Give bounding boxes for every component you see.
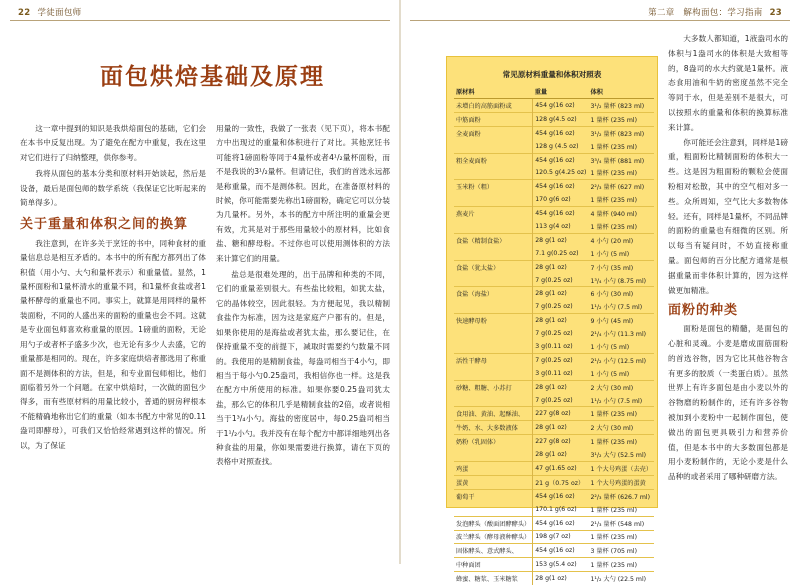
right-chapter-title: 第二章 解构面包：学习指南 (648, 8, 763, 18)
left-header-rule (10, 20, 390, 21)
table-cell-volume: 3¹/₂ 量杯 (823 ml) (588, 126, 654, 139)
table-row (454, 327, 654, 340)
table-cell-volume: 1 小勺 (5 ml) (590, 370, 630, 378)
table-cell-ingredient: 食盐（海盐） (454, 287, 533, 300)
table-cell-weight: 153 g(5.4 oz) (533, 558, 589, 572)
table-cell-ingredient: 中筋面粉 (454, 112, 533, 126)
table-cell-weight: 227 g(8 oz) (533, 407, 589, 421)
table-cell-weight: 454 g(16 oz) (533, 180, 589, 193)
table-cell-volume: 4 小勺 (20 ml) (588, 233, 654, 246)
table-cell-weight: 7.1 g(0.25 oz) (535, 249, 579, 257)
table-cell-ingredient: 蛋黄 (454, 475, 533, 489)
table-cell-volume: 6 小勺 (30 ml) (588, 287, 654, 300)
table-cell-volume: 1 量杯 (235 ml) (590, 506, 638, 514)
table-cell-ingredient: 食盐（犹太盐） (454, 260, 533, 273)
table-row (454, 572, 654, 585)
table-cell-ingredient: 牛奶、水、大多数液体 (454, 421, 533, 435)
table-cell-weight: 113 g(4 oz) (535, 222, 571, 230)
table-cell-weight: 454 g(16 oz) (533, 207, 589, 220)
table-cell-weight: 7 g(0.25 oz) (535, 330, 573, 338)
table-cell-ingredient: 食盐（精制食盐） (454, 233, 533, 246)
measure-table-paragraph: 用量的一致性，我做了一张表（见下页），将本书配方中出现过的重量和体积进行了对比。其他烹饪书可能将1磅面粉等同于4量杯或者4¹/₂量杯面粉，而不是我说的3¹/₂量杯。但请记住，我们的首选永远都是称重量，而不是测体积。因此，在准备原材料的时候，你可能需要先称出1磅面粉，确定它可以分装为几量杯。另外，本书的配方中所注明的重量会更有效，尤其是对于那些用量较小的原材料，比如食盐、糖和酵母粉。不过你也可以使用测体积的方法来计算它们的用量。 (216, 124, 390, 263)
table-row (454, 340, 654, 353)
table-cell-volume: 3¹/₂ 大勺 (52.5 ml) (590, 452, 647, 460)
conversion-table-box (446, 56, 658, 584)
table-cell-volume: 2 大勺 (30 ml) (588, 421, 654, 435)
table-cell-volume: 1 量杯 (235 ml) (588, 112, 654, 126)
table-cell-weight: 7 g(0.25 oz) (535, 396, 573, 404)
table-row (454, 220, 654, 233)
table-row (454, 503, 654, 516)
table-cell-volume: 1 小勺 (5 ml) (590, 343, 630, 351)
table-cell-volume: 1 量杯 (235 ml) (590, 197, 638, 205)
table-cell-weight: 454 g(16 oz) (533, 126, 589, 139)
table-cell-ingredient (454, 274, 533, 287)
table-row (454, 394, 654, 407)
table-cell-weight: 28 g(1 oz) (535, 451, 567, 459)
table-row (454, 544, 654, 558)
table-cell-weight: 170.1 g(6 oz) (535, 505, 577, 513)
table-row (454, 558, 654, 572)
table-cell-ingredient (454, 327, 533, 340)
table-cell-weight: 454 g(16 oz) (533, 153, 589, 166)
table-cell-ingredient (454, 220, 533, 233)
table-cell-weight: 454 g(16 oz) (535, 101, 575, 109)
section-heading-weight-volume: 关于重量和体积之间的换算 (20, 217, 189, 233)
table-row (454, 530, 654, 544)
table-cell-volume: 1³/₄ 小勺 (8.75 ml) (590, 277, 647, 285)
table-cell-weight: 170 g(6 oz) (535, 196, 571, 204)
table-cell-volume: 1 个大号鸡蛋（去壳） (588, 462, 654, 476)
table-row (454, 126, 654, 139)
table-cell-weight: 198 g(7 oz) (533, 530, 589, 544)
table-cell-ingredient: 中种面团 (454, 558, 533, 572)
salt-paragraph: 盐总是很难处理的，出于品牌和种类的不同，它们的重量差别很大。有些盐比较粗，如犹太盐，它的晶体较空，因此很轻。为方便起见，我以精制食盐作为标准，因为这是家庭产户都有的。但是，如果你使用的是海盐或者犹太盐，那么要记住，在保持重量不变的前提下，减取时需要约勺数量不同的。我使用的是精制食盐，每盎司相当于4小勺，即相当于每小勺0.25盎司，我相信你也一样。这是我在配方中所使用的标准。如果你要0.25盎司犹太盐，那么它的体积几乎是精制食盐的2倍，或者说相当于1³/₄小勺。海盐的密度居中，每0.25盎司相当于1¹/₂小勺。我并没有在每个配方中都详细地列出各种食盐的用量，你如果需要进行换算，请在下页的表格中对照查找。 (216, 270, 390, 467)
page-title: 面包烘焙基础及原理 (100, 64, 325, 90)
table-row (454, 435, 654, 448)
table-cell-volume: 2²/₃ 量杯 (626.7 ml) (588, 489, 654, 502)
table-cell-ingredient (454, 340, 533, 353)
right-header-rule (410, 20, 790, 21)
intro-paragraph-2: 我将从面包的基本分类和原材料开始谈起，然后是设备，最后是面包师的数学系统（我保证它比听起来的简单得多）。 (20, 169, 206, 208)
table-row (454, 180, 654, 193)
table-header-weight: 重量 (533, 85, 589, 99)
table-cell-weight: 227 g(8 oz) (533, 435, 589, 448)
conversion-table-title: 常见原材料重量和体积对照表 (502, 70, 602, 79)
table-row (454, 166, 654, 179)
table-cell-weight: 7 g(0.25 oz) (535, 276, 573, 284)
table-cell-volume: 1¹/₂ 小勺 (7.5 ml) (590, 304, 643, 312)
table-cell-volume: 1 量杯 (235 ml) (590, 223, 638, 231)
page-spine (399, 0, 401, 564)
table-cell-weight: 120.5 g(4.25 oz) (535, 169, 587, 177)
table-row (454, 367, 654, 380)
table-cell-volume: 1 个大号鸡蛋的蛋黄 (588, 475, 654, 489)
intro-paragraph-1: 这一章中提到的知识是我烘焙面包的基础，它们会在本书中反复出现。为了避免在配方中重复，我在这里对它们进行了归纳整理，供你参考。 (20, 124, 206, 162)
table-cell-volume: 3 量杯 (705 ml) (588, 544, 654, 558)
table-cell-weight: 3 g(0.11 oz) (535, 369, 573, 377)
left-running-head (14, 6, 81, 18)
table-cell-weight: 128 g (4.5 oz) (535, 142, 579, 150)
table-row (454, 489, 654, 502)
table-row (454, 462, 654, 476)
table-cell-volume: 4 量杯 (940 ml) (588, 207, 654, 220)
table-cell-ingredient: 鸡蛋 (454, 462, 533, 476)
table-cell-weight: 454 g(16 oz) (533, 489, 589, 502)
table-cell-weight: 454 g(16 oz) (533, 516, 589, 530)
table-cell-volume: 1 量杯 (235 ml) (588, 407, 654, 421)
table-row (454, 193, 654, 206)
table-cell-ingredient (454, 166, 533, 179)
table-cell-ingredient (454, 247, 533, 260)
table-row (454, 300, 654, 313)
table-cell-ingredient: 波兰酵头（酵母液种酵头） (454, 530, 533, 544)
table-row (454, 407, 654, 421)
table-cell-ingredient: 蜂蜜、糖浆、玉米糖浆 (454, 572, 533, 585)
table-cell-weight: 28 g(1 oz) (533, 421, 589, 435)
table-row (454, 380, 654, 393)
table-cell-volume: 2 大勺 (30 ml) (588, 380, 654, 393)
table-cell-ingredient: 快速酵母粉 (454, 314, 533, 327)
right-running-head (648, 6, 786, 18)
table-cell-ingredient: 玉米粉（粗） (454, 180, 533, 193)
right-column (668, 32, 788, 485)
table-row (454, 353, 654, 366)
table-cell-ingredient (454, 448, 533, 461)
table-row (454, 153, 654, 166)
table-cell-ingredient: 砂糖、粗糖、小苏打 (454, 380, 533, 393)
section-heading-flour-types: 面粉的种类 (668, 303, 739, 319)
left-column (20, 122, 206, 453)
table-cell-ingredient: 食用油、黄油、起酥油、 (454, 407, 533, 421)
flour-density-paragraph: 你可能还会注意到，同样是1磅重，粗面粉比精制面粉的体积大一些。这是因为粗面粉的颗粒会使面粉相对松散，其中的空气相对多一些。众所周知，空气比大多数物体轻。还有，同样是1量杯，不同品牌的面粉的重量也有细微的区别。所以每当有疑问时，不妨直接称重量。面包师的百分比配方通常是根据重量而非体积计算的，因为这样做更加精准。 (668, 137, 788, 295)
table-cell-volume: 1¹/₂ 大勺 (22.5 ml) (588, 572, 654, 585)
conversion-table (454, 85, 654, 585)
table-header-ingredient: 原材料 (454, 85, 533, 99)
table-cell-volume: 2¹/₂ 小勺 (12.5 ml) (588, 353, 654, 366)
table-cell-volume: 3¹/₂ 量杯 (823 ml) (590, 102, 645, 110)
left-book-title: 学徒面包师 (37, 8, 82, 18)
table-cell-ingredient (454, 140, 533, 153)
table-cell-volume: 3³/₄ 量杯 (881 ml) (588, 153, 654, 166)
table-cell-weight: 3 g(0.11 oz) (535, 342, 573, 350)
table-row (454, 475, 654, 489)
right-page-number: 23 (769, 8, 782, 18)
table-cell-weight: 28 g(1 oz) (533, 287, 589, 300)
table-row (454, 448, 654, 461)
table-cell-ingredient: 未增白的高筋面粉或 (454, 99, 533, 113)
table-row (454, 99, 654, 113)
table-row (454, 247, 654, 260)
table-cell-ingredient (454, 367, 533, 380)
flour-types-paragraph: 面粉是面包的精髓，是面包的心脏和灵魂。小麦是磨成面筋面粉的首选谷物，因为它比其他谷物含有更多的胶质（一类蛋白质）。虽然世界上有许多面包是由小麦以外的谷物磨的粉制作的，还有许多谷物被加到小麦粉中一起制作面包，使做出的面包更具吸引力和营养价值，但是本书中的大多数面包都是用小麦粉制作的，无论小麦是什么品种的或者采用了哪种研磨方法。 (668, 324, 788, 482)
table-cell-ingredient: 全麦面粉 (454, 126, 533, 139)
table-cell-ingredient (454, 193, 533, 206)
table-cell-weight: 28 g(1 oz) (533, 380, 589, 393)
table-cell-volume: 1 小勺 (5 ml) (590, 250, 630, 258)
table-cell-volume: 1 量杯 (235 ml) (588, 530, 654, 544)
table-cell-ingredient: 燕麦片 (454, 207, 533, 220)
table-cell-volume: 1 量杯 (235 ml) (590, 143, 638, 151)
table-cell-weight: 47 g(1.65 oz) (533, 462, 589, 476)
table-header-volume: 体积 (588, 85, 654, 99)
table-cell-volume: 1 量杯 (235 ml) (588, 435, 654, 448)
table-cell-volume: 2¹/₄ 小勺 (11.3 ml) (590, 331, 647, 339)
table-cell-ingredient: 粗全麦面粉 (454, 153, 533, 166)
table-cell-weight: 454 g(16 oz) (533, 544, 589, 558)
table-row (454, 140, 654, 153)
table-row (454, 260, 654, 273)
table-cell-weight: 28 g(1 oz) (533, 572, 589, 585)
liquid-paragraph: 大多数人都知道，1液盎司水的体积与1盎司水的体积是大致相等的，8盎司的水大约就是1量杯。液态食用油和牛奶的密度虽然不完全等同于水，但是差别不是很大，可以按照水的重量和体积的换算标准来计算。 (668, 34, 788, 132)
table-cell-weight: 128 g(4.5 oz) (533, 112, 589, 126)
table-cell-volume: 1 量杯 (235 ml) (588, 558, 654, 572)
table-cell-ingredient: 发泡酵头（酸面团酵酵头） (454, 516, 533, 530)
middle-column (216, 122, 390, 470)
table-row (454, 287, 654, 300)
table-cell-volume: 7 小勺 (35 ml) (588, 260, 654, 273)
table-cell-volume: 9 小勺 (45 ml) (588, 314, 654, 327)
table-row (454, 314, 654, 327)
table-cell-weight: 28 g(1 oz) (533, 314, 589, 327)
table-cell-ingredient: 奶粉（乳固体） (454, 435, 533, 448)
table-row (454, 274, 654, 287)
table-row (454, 207, 654, 220)
weight-volume-paragraph: 我注意到，在许多关于烹饪的书中，同种食材的重量信息总是相互矛盾的。本书中的所有配方都列出了体积值（用小勺、大勺和量杯表示）和重量值。显然，1量杯面粉和1量杯清水的重量不同，和1量杯食盐或者1量杯酵母的重量也不同。事实上，就算是用同样的量杯装面粉，不同的人盛出来的面粉的重量也会不同。这就是专业面包师喜欢称重量的原因。1磅重的面粉，无论用勺子或者杯子盛多少次，也无论有多少人去盛，它的重量都是相同的。现在，许多家庭烘焙者都选用了称重面不是测体积的方法，但是，和专业面包师相比，他们面临着另外一个问题。在家中烘焙时，一次做的面包少得多，而有些原材料的用量比较小，普通的厨房秤根本不能精确地称出它们的重量（如本书配方中常见的0.11盎司即酵母），可我们又恰恰经常遇到这样的情况。所以，为了保证 (20, 238, 206, 450)
table-row (454, 112, 654, 126)
table-cell-volume: 1 量杯 (235 ml) (590, 170, 638, 178)
table-cell-ingredient: 葡萄干 (454, 489, 533, 502)
table-cell-weight: 21 g（0.75 oz） (533, 475, 589, 489)
table-cell-weight: 7 g(0.25 oz) (535, 303, 573, 311)
table-cell-ingredient (454, 394, 533, 407)
table-cell-weight: 28 g(1 oz) (533, 260, 589, 273)
table-cell-ingredient (454, 503, 533, 516)
left-page-number: 22 (18, 8, 31, 18)
table-cell-volume: 1¹/₂ 小勺 (7.5 ml) (590, 397, 643, 405)
table-cell-volume: 2²/₃ 量杯 (627 ml) (588, 180, 654, 193)
table-row (454, 516, 654, 530)
table-cell-ingredient (454, 300, 533, 313)
table-cell-volume: 2¹/₃ 量杯 (548 ml) (588, 516, 654, 530)
table-cell-weight: 28 g(1 oz) (533, 233, 589, 246)
table-row (454, 233, 654, 246)
table-cell-ingredient: 固体酵头、意式酵头、 (454, 544, 533, 558)
table-cell-ingredient: 活性干酵母 (454, 353, 533, 366)
table-row (454, 421, 654, 435)
table-cell-weight: 7 g(0.25 oz) (533, 353, 589, 366)
